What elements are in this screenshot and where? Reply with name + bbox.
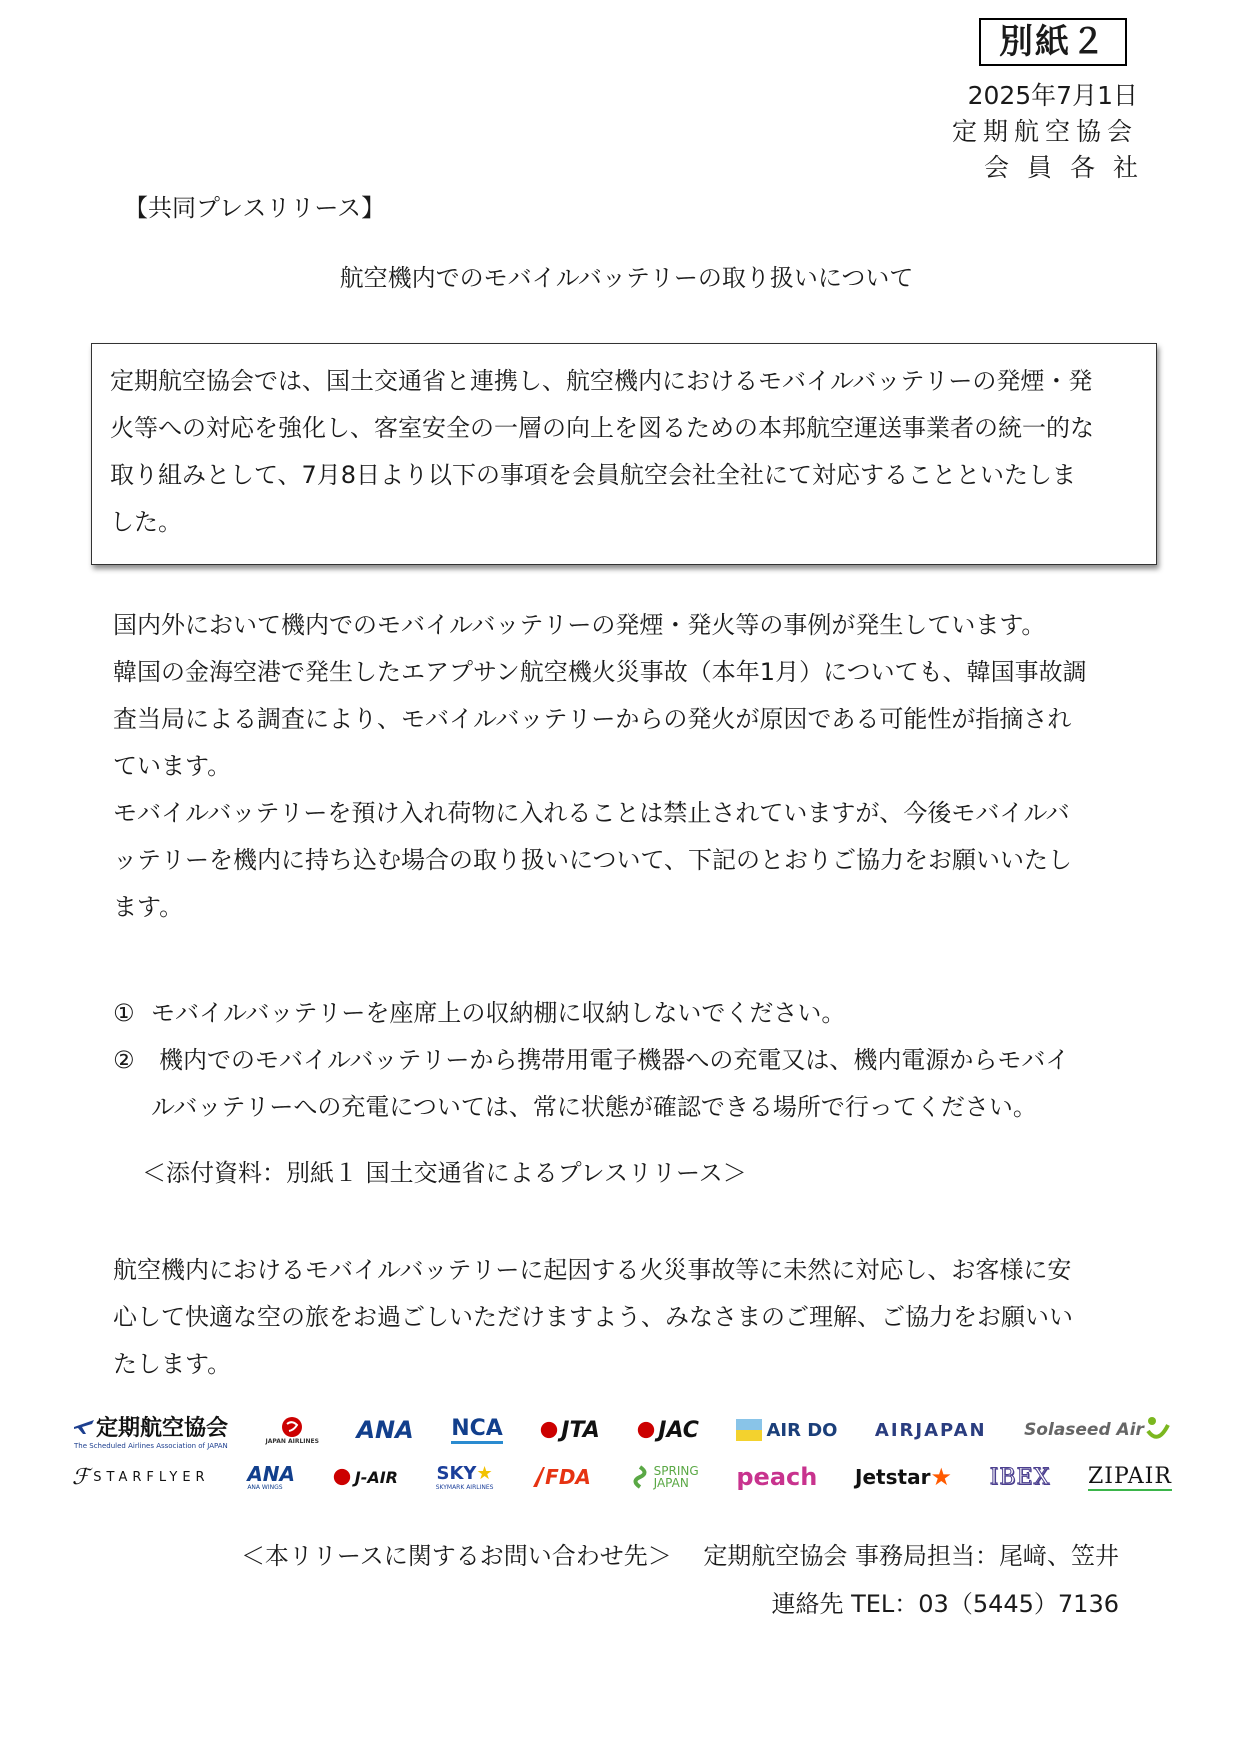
spring-japan-logo <box>629 1465 699 1489</box>
ana-wings-logo <box>247 1461 296 1491</box>
fda-mark-icon <box>531 1467 545 1487</box>
list-text: モバイルバッテリーを座席上の収納棚に収納しないでください。 <box>151 999 846 1027</box>
tsurumaru-icon <box>540 1421 558 1439</box>
airdo-logo-text: AIR DO <box>766 1419 838 1441</box>
list-text-line: 機内でのモバイルバッテリーから携帯用電子機器への充電又は、機内電源からモバイ <box>159 1046 1070 1074</box>
body-line: 航空機内におけるモバイルバッテリーに起因する火災事故等に未然に対応し、お客様に安 <box>113 1256 1072 1284</box>
airdo-mark-icon <box>736 1419 762 1441</box>
body-line: 心して快適な空の旅をお過ごしいただけますよう、みなさまのご理解、ご協力をお願いい <box>113 1303 1073 1331</box>
body-paragraph-background <box>113 602 1133 931</box>
summary-line: 取り組みとして、7月8日より以下の事項を会員航空会社全社にて対応することといたしま <box>110 461 1077 489</box>
jta-logo-text: JTA <box>561 1417 600 1443</box>
starflyer-logo-text: STARFLYER <box>93 1469 210 1485</box>
body-line: 査当局による調査により、モバイルバッテリーからの発火が原因である可能性が指摘され <box>113 705 1072 733</box>
members-line: 会員各社 <box>983 153 1156 182</box>
airline-logos-row-1 <box>72 1410 1172 1450</box>
tsurumaru-icon <box>637 1421 655 1439</box>
summary-box <box>91 343 1157 565</box>
issue-date: 2025年7月1日 <box>967 81 1138 110</box>
zipair-logo: ZIPAIR <box>1087 1463 1172 1489</box>
list-item <box>113 1037 1143 1131</box>
body-line: 韓国の金海空港で発生したエアプサン航空機火災事故（本年1月）についても、韓国事故調 <box>113 658 1087 686</box>
sjac-logo-subtext: The Scheduled Airlines Association of JAPAN <box>74 1441 228 1450</box>
press-release-label: 【共同プレスリリース】 <box>124 194 386 222</box>
spring-japan-logo-text <box>654 1465 699 1489</box>
jair-logo <box>333 1468 398 1487</box>
contact-inquiry: ＜本リリースに関するお問い合わせ先＞ 定期航空協会 事務局担当：尾﨑、笠井 <box>240 1542 1119 1570</box>
airjapan-logo: AIRJAPAN <box>874 1419 987 1441</box>
summary-line: 定期航空協会では、国土交通省と連携し、航空機内におけるモバイルバッテリーの発煙・発 <box>110 367 1093 395</box>
tsurumaru-icon <box>333 1468 351 1486</box>
request-list <box>113 990 1143 1131</box>
nca-logo: NCA <box>451 1416 503 1444</box>
summary-line: した。 <box>110 508 182 536</box>
ana-logo: ANA <box>356 1416 414 1444</box>
jal-logo <box>266 1416 319 1445</box>
jetstar-logo <box>855 1463 952 1491</box>
jta-logo <box>540 1418 600 1443</box>
list-item <box>113 990 1143 1037</box>
body-line: ます。 <box>113 893 184 921</box>
starflyer-logo <box>72 1465 210 1490</box>
tsurumaru-icon <box>281 1416 303 1438</box>
body-line: モバイルバッテリーを預け入れ荷物に入れることは禁止されていますが、今後モバイルバ <box>113 799 1070 827</box>
airline-logos-row-2 <box>72 1457 1172 1497</box>
airdo-logo <box>736 1419 837 1441</box>
body-line: ッテリーを機内に持ち込む場合の取り扱いについて、下記のとおりご協力をお願いいたし <box>113 846 1073 874</box>
association-name: 定期航空協会 <box>951 117 1138 146</box>
airplane-icon <box>72 1416 96 1436</box>
spring-logo-line: JAPAN <box>653 1476 689 1490</box>
solaseed-mark-icon <box>1144 1415 1172 1445</box>
fda-logo-text: FDA <box>545 1465 591 1489</box>
sjac-logo <box>72 1411 228 1450</box>
skymark-logo-subtext: SKYMARK AIRLINES <box>435 1483 494 1491</box>
body-paragraph-closing <box>113 1247 1133 1388</box>
ibex-logo: IBEX <box>989 1464 1051 1490</box>
ana-wings-logo-subtext: ANA WINGS <box>247 1483 283 1491</box>
attachment-note: ＜添付資料：別紙１ 国土交通省によるプレスリリース＞ <box>142 1159 747 1187</box>
jac-logo <box>637 1418 699 1443</box>
fda-logo <box>531 1465 591 1489</box>
spring-mark-icon <box>629 1465 651 1489</box>
list-number: ① <box>113 999 135 1027</box>
sjac-logo-text: 定期航空協会 <box>96 1415 229 1441</box>
page-title: 航空機内でのモバイルバッテリーの取り扱いについて <box>339 264 914 292</box>
contact-phone: 連絡先 TEL：03（5445）7136 <box>771 1590 1119 1618</box>
ana-wings-logo-text: ANA <box>247 1461 296 1486</box>
jac-logo-text: JAC <box>658 1417 699 1443</box>
skymark-logo <box>436 1464 494 1491</box>
star-icon: ★ <box>476 1462 493 1484</box>
list-number: ② <box>113 1046 135 1074</box>
solaseed-logo-text: Solaseed Air <box>1024 1420 1144 1440</box>
body-line: たします。 <box>113 1350 232 1378</box>
list-text <box>151 1037 1143 1131</box>
summary-line: 火等への対応を強化し、客室安全の一層の向上を図るための本邦航空運送事業者の統一的な <box>110 414 1094 442</box>
skymark-logo-text: SKY★ <box>436 1462 493 1484</box>
jetstar-logo-text: Jetstar <box>855 1465 931 1489</box>
solaseed-logo <box>1024 1415 1172 1445</box>
star-icon: ★ <box>930 1463 952 1491</box>
jair-logo-text: J-AIR <box>354 1467 398 1487</box>
list-text-line: ルバッテリーへの充電については、常に状態が確認できる場所で行ってください。 <box>151 1093 1037 1121</box>
spring-logo-line: SPRING <box>653 1464 699 1478</box>
attachment-label: 別紙２ <box>979 18 1127 66</box>
body-line: ています。 <box>113 752 232 780</box>
body-line: 国内外において機内でのモバイルバッテリーの発煙・発火等の事例が発生しています。 <box>113 611 1046 639</box>
peach-logo: peach <box>736 1463 818 1491</box>
starflyer-mark-icon: ℱ <box>72 1464 90 1490</box>
jal-logo-text: JAPAN AIRLINES <box>265 1437 319 1445</box>
